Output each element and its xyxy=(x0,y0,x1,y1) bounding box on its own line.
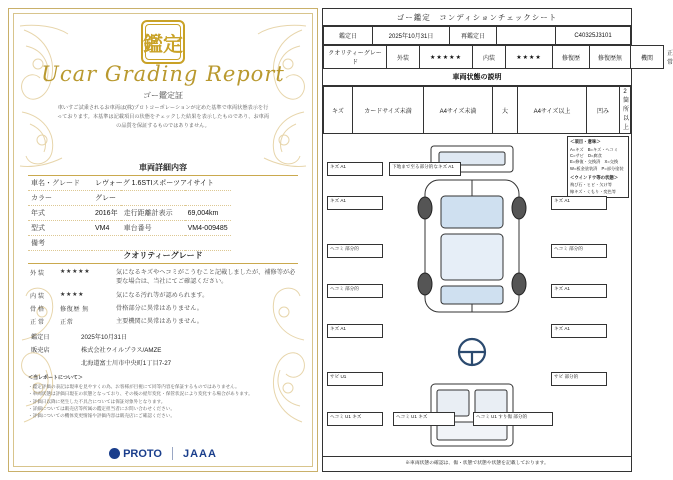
legend-sub-line: 飛び石・ヒビ・欠け等 xyxy=(570,182,612,188)
reinspection-date-label: 再鑑定日 xyxy=(450,27,497,45)
detail-label: 型式 xyxy=(31,225,45,232)
inspection-date-value: 2025年10月31日 xyxy=(373,27,450,45)
damage-box-rear-right: サビ 部分的 xyxy=(551,372,607,386)
sheet-header-table xyxy=(323,26,631,45)
detail-value-2: 69,004km xyxy=(187,209,219,217)
a4-over-label: A4サイズ以上 xyxy=(518,87,587,134)
detail-label: 備考 xyxy=(31,240,45,247)
table-row xyxy=(28,221,231,236)
logo-divider xyxy=(172,447,173,460)
detail-value xyxy=(92,236,231,251)
damage-box-rear-left: サビ U1 xyxy=(327,372,383,386)
detail-label: 車名・グレード xyxy=(31,180,80,187)
report-blurb: 車いすご試乗されるお車両は(株)プロトコーポレーションが定めた基準で車両状態表示を行っております。本基準は記載項目の状態をチェックした結果を表示したものであり、お車両の品質を保証するものではありません。 xyxy=(56,105,270,129)
notes-title: ＜当レポートについて＞ xyxy=(28,375,83,381)
proto-mark-icon xyxy=(109,448,120,459)
table-row xyxy=(28,343,174,356)
damage-box-left-low: ヘコミ 部分的 xyxy=(327,284,383,298)
footer-label xyxy=(28,356,78,369)
engine-label: 機関 xyxy=(631,46,664,69)
reinspection-date-value xyxy=(497,27,556,45)
detail-value: VM4 xyxy=(95,224,110,232)
note-line: ・車両状態は評価日現在の状態となっており、その後の経年変化・保管状況により変化する場合があります。 xyxy=(28,391,253,397)
quality-label: 外 装 xyxy=(30,270,45,277)
vehicle-details-heading: 車両詳細内容 xyxy=(28,162,298,176)
interior-label: 内装 xyxy=(473,46,506,69)
damage-box-left-upper: キズ A1 xyxy=(327,196,383,210)
quality-label: 正 常 xyxy=(30,319,45,327)
damage-box-left-mid: ヘコミ 部分的 xyxy=(327,244,383,258)
quality-stars: 修復歴 無 xyxy=(60,305,89,313)
footer-label: 鑑定日 xyxy=(31,334,50,341)
legend-line: C=サビ D=腐食 xyxy=(570,152,602,158)
table-row xyxy=(28,289,298,302)
report-title: Ucar Grading Report xyxy=(41,62,285,86)
quality-stars: ★★★★ xyxy=(60,290,85,298)
vehicle-details-table xyxy=(28,176,231,251)
damage-box-bottom-right: ヘコミ U1 すり傷 部分的 xyxy=(473,412,553,426)
quality-grade-heading: クオリティーグレード xyxy=(28,250,298,264)
scratch-label: キズ xyxy=(324,87,353,134)
damage-size-legend-table xyxy=(323,86,631,134)
exterior-stars: ★★★★★ xyxy=(420,46,473,69)
table-row xyxy=(28,236,231,251)
table-row: クオリティーグレード 外装 ★★★★★ 内装 ★★★★ 修復歴 修復歴無 機関 正常 xyxy=(324,46,664,69)
car-schematic-icon xyxy=(397,138,547,452)
vehicle-condition-heading: 車両状態の説明 xyxy=(323,69,631,86)
table-row xyxy=(324,87,631,134)
dent-label: 凹み xyxy=(587,87,620,134)
interior-stars: ★★★★ xyxy=(506,46,553,69)
legend-sub-heading: ＜ウインドウ等の状態＞ xyxy=(570,174,619,180)
diagram-legend xyxy=(567,136,629,198)
damage-box-front-left: キズ A1 xyxy=(327,162,383,176)
table-row xyxy=(28,315,298,328)
logo-bar xyxy=(14,447,312,460)
damage-box-right-mid: ヘコミ 部分的 xyxy=(551,244,607,258)
quality-desc: 骨格部分に異常はありません。 xyxy=(116,304,203,312)
quality-grade-table xyxy=(28,266,298,328)
quality-grade-strip xyxy=(323,45,673,69)
quality-stars: 正常 xyxy=(60,319,74,327)
detail-label-2: 走行距離計表示 xyxy=(123,210,173,217)
sheet-footer-note: ※車両状態の確認は、傷・状態で状態や状態を記載しております。 xyxy=(405,461,549,466)
grading-report-certificate xyxy=(8,8,318,472)
condition-check-sheet xyxy=(322,8,673,472)
detail-label: 年式 xyxy=(31,210,45,217)
legend-heading: ＜項目・意味＞ xyxy=(570,139,601,144)
legend-line: A=キズ B=キズ・ヘコミ xyxy=(570,146,618,152)
card-size-label: カードサイズ未満 xyxy=(353,87,424,134)
table-row xyxy=(28,176,231,191)
table-row xyxy=(28,206,231,221)
damage-box-right-low2: キズ A1 xyxy=(551,324,607,338)
repair-history-value: 修復歴無 xyxy=(590,46,631,69)
exterior-label: 外装 xyxy=(387,46,420,69)
table-row xyxy=(28,302,298,315)
table-row xyxy=(28,191,231,206)
table-row xyxy=(324,27,631,45)
official-seal-icon xyxy=(141,20,185,64)
table-row xyxy=(28,356,174,369)
report-subtitle: ゴー鑑定証 xyxy=(143,91,183,100)
detail-value: レヴォーグ 1.6STIスポーツアイサイト xyxy=(95,180,214,187)
detail-value-2: VM4-009485 xyxy=(187,224,228,232)
quality-desc: 主要機関に異常はありません。 xyxy=(116,318,203,326)
damage-box-right-upper: キズ A1 xyxy=(551,196,607,210)
quality-desc: 気になるキズやヘコミがこうむこと記載しましたが、補修等が必要な場合は、当社にてご確認ください。 xyxy=(116,269,296,286)
detail-value: グレー xyxy=(95,195,116,202)
quality-stars: ★★★★★ xyxy=(60,268,91,275)
inspection-date-label: 鑑定日 xyxy=(324,27,373,45)
damage-box-bottom-center: ヘコミ U1 キズ xyxy=(393,412,455,426)
footer-value: 株式会社ウイルプラス/AMZE xyxy=(81,347,162,354)
proto-logo xyxy=(109,448,162,460)
certificate-inner-border xyxy=(13,13,313,467)
certificate-footer-table xyxy=(28,330,174,369)
damage-box-bottom-left: ヘコミ U1 キズ xyxy=(327,412,383,426)
footer-label: 販売店 xyxy=(31,347,50,354)
legend-line: W=板金塗装済 P=部分塗装 xyxy=(570,165,624,171)
detail-label-2: 車台番号 xyxy=(123,225,152,232)
detail-label: カラー xyxy=(31,195,52,202)
large-label: 大 xyxy=(493,87,518,134)
two-or-more-label: 2箇所以上 xyxy=(620,87,631,134)
damage-box-front-right: 下地まで至る部分的なキズ A1 xyxy=(389,162,461,176)
table-row xyxy=(28,266,298,289)
damage-box-right-low: キズ A1 xyxy=(551,284,607,298)
quality-label: 骨 格 xyxy=(30,305,45,313)
footer-value: 2025年10月31日 xyxy=(81,334,128,341)
footer-value: 北海道富士川市中央町1丁目7-27 xyxy=(81,360,172,367)
sheet-serial-number: C40325J3101 xyxy=(556,27,631,45)
table-row xyxy=(28,330,174,343)
a4-under-label: A4サイズ未満 xyxy=(424,87,493,134)
detail-value: 2016年 xyxy=(95,210,118,217)
proto-logo-text: PROTO xyxy=(123,447,162,460)
quality-label: 内 装 xyxy=(30,292,45,300)
legend-line: E=修復・交換済 X=交換 xyxy=(570,159,619,165)
legend-sub-line: 線キズ・くもり・変色等 xyxy=(570,188,616,194)
vehicle-damage-diagram xyxy=(323,134,631,457)
damage-box-left-low2: キズ A1 xyxy=(327,324,383,338)
repair-history-label: 修復歴 xyxy=(553,46,590,69)
note-line: ・詳細については販売店等所属の鑑定担当者にお問い合わせください。 xyxy=(28,406,175,412)
grade-strip-label: クオリティーグレード xyxy=(324,46,387,69)
report-notes xyxy=(28,374,298,420)
jaaa-logo-text: JAAA xyxy=(182,447,217,460)
seal-kanji: 鑑定 xyxy=(143,33,183,56)
sheet-title: ゴー鑑定 コンディションチェックシート xyxy=(323,9,631,26)
quality-desc: 気になる汚れ等が認められます。 xyxy=(116,291,209,299)
note-line: ・評価日以降に発生した不具合については保証対象外となります。 xyxy=(28,398,166,404)
note-line: ・鑑定評価の表記は現車を見やすくの為、お客様が目視にて同等内容を保証するものではありません。 xyxy=(28,384,240,389)
note-line: ・評価についての機体変更情報や評価内容は販売店にご確認ください。 xyxy=(28,413,175,419)
